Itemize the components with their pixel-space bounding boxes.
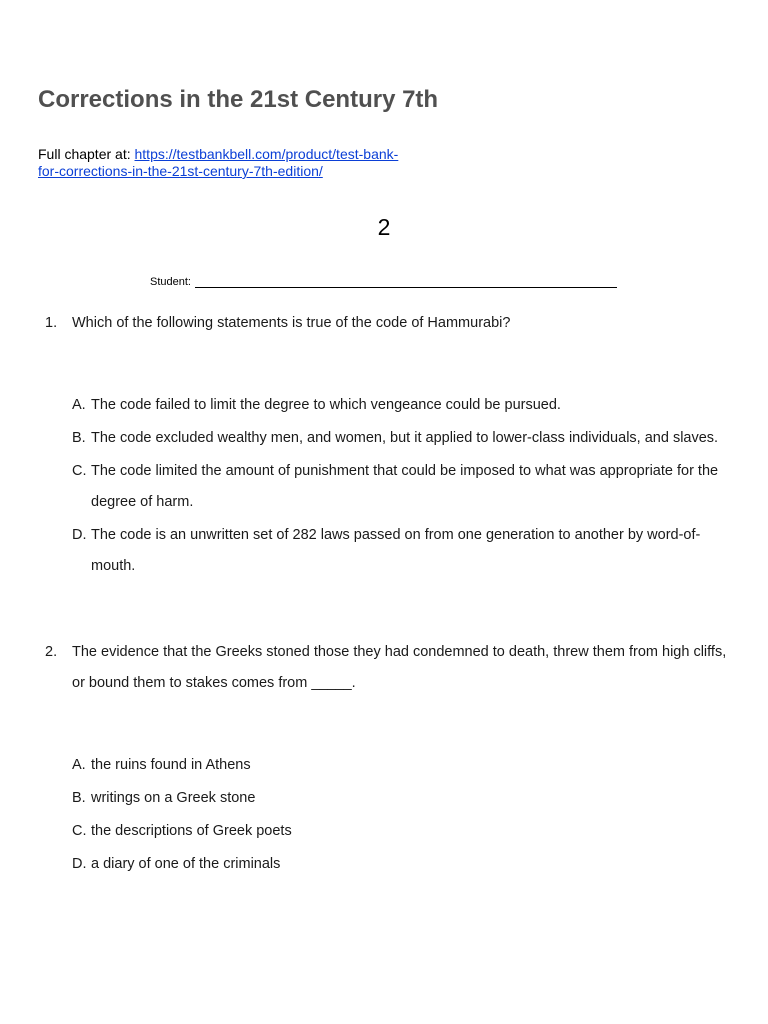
answer-text: The code is an unwritten set of 282 laws passed on from one generation to another by word-of-mouth. <box>91 527 701 574</box>
question-2-answers <box>72 750 732 880</box>
answer-option[interactable] <box>72 423 732 454</box>
question-text: The evidence that the Greeks stoned those they had condemned to death, threw them from high cliffs, or bound them to stakes comes from _____. <box>72 644 727 691</box>
student-field <box>150 276 617 288</box>
answer-option[interactable] <box>72 849 732 880</box>
answer-option[interactable] <box>72 390 732 421</box>
chapter-link[interactable]: https://testbankbell.com/product/test-bank-for-corrections-in-the-21st-century-7th-edition/ <box>38 146 399 179</box>
answer-text: a diary of one of the criminals <box>91 856 281 872</box>
answer-option[interactable] <box>72 816 732 847</box>
answer-option[interactable] <box>72 750 732 781</box>
page-number: 2 <box>377 214 391 240</box>
question-text: Which of the following statements is true of the code of Hammurabi? <box>72 315 511 331</box>
student-label: Student: <box>150 276 191 288</box>
student-name-line[interactable] <box>195 276 617 288</box>
answer-letter: A. <box>72 757 86 773</box>
answer-letter: D. <box>72 856 87 872</box>
question-number: 2. <box>45 644 58 660</box>
answer-text: The code limited the amount of punishment that could be imposed to what was appropriate for the degree of harm. <box>91 463 719 510</box>
answer-letter: B. <box>72 790 86 806</box>
answer-letter: C. <box>72 463 87 479</box>
answer-text: the ruins found in Athens <box>91 757 251 773</box>
answer-letter: A. <box>72 397 86 413</box>
answer-text: The code failed to limit the degree to which vengeance could be pursued. <box>91 397 561 413</box>
question-number: 1. <box>45 315 58 331</box>
answer-text: writings on a Greek stone <box>91 790 256 806</box>
answer-letter: D. <box>72 527 87 543</box>
answer-text: the descriptions of Greek poets <box>91 823 292 839</box>
document-title: Corrections in the 21st Century 7th <box>38 86 439 113</box>
answer-option[interactable] <box>72 520 732 582</box>
answer-letter: C. <box>72 823 87 839</box>
answer-option[interactable] <box>72 783 732 814</box>
answer-text: The code excluded wealthy men, and women, but it applied to lower-class individuals, and slaves. <box>91 430 719 446</box>
question-1-answers <box>72 390 732 582</box>
answer-letter: B. <box>72 430 86 446</box>
answer-option[interactable] <box>72 456 732 518</box>
chapter-reference <box>38 146 418 180</box>
chapter-prefix: Full chapter at: <box>38 146 135 162</box>
